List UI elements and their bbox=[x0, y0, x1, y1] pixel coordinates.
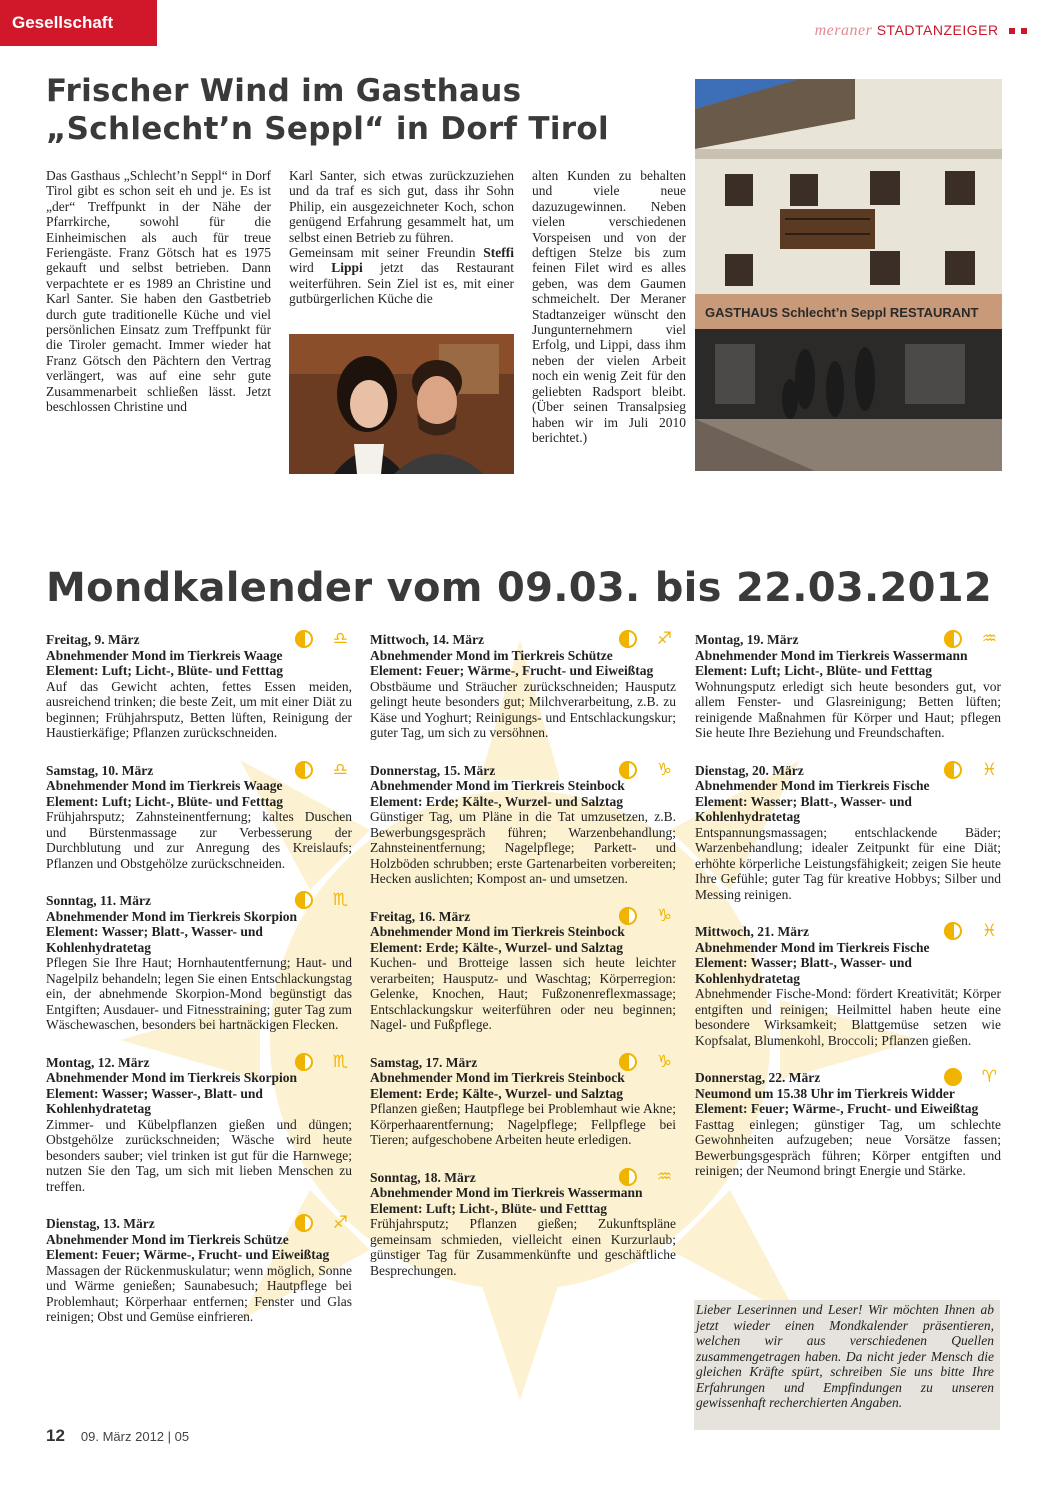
entry-date: Freitag, 16. März bbox=[370, 908, 471, 924]
entry-element: Element: Feuer; Wärme-, Frucht- und Eiweißtag bbox=[370, 663, 654, 678]
entry-icons bbox=[619, 761, 672, 779]
entry-text: Wohnungsputz erledigt sich heute besonders gut, vor allem Fenster- und Glasreinigung; Betten lüften; reinigende Maßnahmen für Körper und Haut; pflegen Sie heute Ihre Beziehung und Freundschaften. bbox=[695, 678, 1001, 740]
masthead-part1: meraner bbox=[814, 22, 873, 39]
entry-icons bbox=[944, 922, 997, 940]
moon-column-3 bbox=[695, 629, 1001, 1179]
zodiac-icon: ♐ bbox=[656, 629, 672, 649]
moon-entry bbox=[695, 1067, 1001, 1179]
article-text: Karl Santer, sich etwas zurückzuziehen und da traf es sich gut, dass ihr Sohn Philip, ein ausgezeichneter Koch, schon genügend Erfahrung gesammelt hat, um selbst einen Betrieb zu führen. bbox=[289, 168, 514, 245]
entry-icons bbox=[619, 1053, 672, 1071]
entry-element: Element: Erde; Kälte-, Wurzel- und Salztag bbox=[370, 939, 623, 955]
zodiac-icon: ♒ bbox=[981, 629, 997, 649]
moon-calendar-title: Mondkalender vom 09.03. bis 22.03.2012 bbox=[46, 565, 993, 611]
moon-phase-icon bbox=[944, 630, 962, 648]
page-footer bbox=[46, 1426, 189, 1446]
gasthaus-photo bbox=[695, 79, 1002, 471]
moon-entry bbox=[370, 1051, 676, 1148]
moon-phase-icon bbox=[619, 1053, 637, 1071]
entry-icons bbox=[944, 1068, 997, 1086]
moon-entry bbox=[370, 759, 676, 887]
entry-text: Abnehmender Fische-Mond: fördert Kreativität; Körper entgiften und reinigen; Heilmittel haben heute eine besondere Wirksamkeit; Blattgemüse setzen wie Kopfsalat, Blumenkohl, Broccoli; Pflanzen gießen. bbox=[695, 986, 1001, 1048]
article-text: Gemeinsam mit seiner Freundin Steffi wird Lippi jetzt das Restaurant weiterführen. Sein Ziel ist es, mit einer gutbürgerlichen Küche die bbox=[289, 245, 514, 307]
entry-date: Montag, 12. März bbox=[46, 1054, 150, 1070]
entry-moon-sign: Abnehmender Mond im Tierkreis Fische bbox=[695, 778, 930, 793]
name-steffi: Steffi bbox=[483, 245, 514, 261]
entry-element: Element: Luft; Licht-, Blüte- und Fetttag bbox=[695, 663, 932, 678]
entry-text: Zimmer- und Kübelpflanzen gießen und düngen; Obstgehölze zurückschneiden; Wäsche wird heute besonders sauber; viel trinken ist gut für die Harnwege; nutzen Sie den Tag, um sich mit lieben Menschen zu treffen. bbox=[46, 1116, 352, 1194]
entry-date: Freitag, 9. März bbox=[46, 632, 140, 647]
article-column-2 bbox=[289, 168, 514, 307]
masthead-square-icon bbox=[1021, 28, 1027, 34]
article-column-3 bbox=[532, 168, 686, 445]
entry-icons bbox=[295, 891, 348, 909]
entry-moon-sign: Abnehmender Mond im Tierkreis Skorpion bbox=[46, 908, 298, 924]
moon-phase-icon bbox=[295, 630, 313, 648]
reader-note: Lieber Leserinnen und Leser! Wir möchten Ihnen ab jetzt wieder einen Mondkalender präsentieren, welchen wir aus verschiedenen Quellen zusammengetragen haben. Da nicht jeder Mensch die gleichen Kräfte spürt, schreiben Sie uns bitte Ihre Erfahrungen und Empfindungen zu unseren gewissenhaft recherchierten Angaben. bbox=[694, 1300, 1000, 1430]
moon-phase-icon bbox=[295, 1214, 313, 1232]
entry-moon-sign: Abnehmender Mond im Tierkreis Schütze bbox=[370, 647, 613, 663]
zodiac-icon: ♑ bbox=[656, 905, 672, 926]
moon-phase-icon bbox=[619, 907, 637, 925]
entry-icons bbox=[944, 761, 997, 779]
entry-icons bbox=[295, 1053, 348, 1071]
zodiac-icon: ♏ bbox=[332, 890, 348, 910]
entry-moon-sign: Abnehmender Mond im Tierkreis Steinbock bbox=[370, 924, 625, 939]
moon-entry bbox=[46, 1213, 352, 1325]
entry-icons bbox=[295, 761, 348, 779]
entry-moon-sign: Neumond um 15.38 Uhr im Tierkreis Widder bbox=[695, 1085, 955, 1101]
entry-text: Pflegen Sie Ihre Haut; Hornhautentfernung; Haut- und Nagelpilz behandeln; legen Sie einen Entschlackungstag ein, der abnehmende Skorpion-Mond begünstigt das Entgiften; Ausdauer- und Fitnesstraining; guter Tag zum Wäschewaschen, besonders bei hartnäckigen Flecken. bbox=[46, 955, 352, 1032]
moon-phase-icon bbox=[619, 761, 637, 779]
couple-photo bbox=[289, 334, 514, 474]
entry-date: Donnerstag, 22. März bbox=[695, 1070, 821, 1085]
moon-phase-icon bbox=[619, 630, 637, 648]
entry-icons bbox=[619, 630, 672, 648]
entry-element: Element: Luft; Licht-, Blüte- und Fetttag bbox=[370, 1200, 607, 1216]
entry-date: Mittwoch, 14. März bbox=[370, 632, 484, 647]
entry-moon-sign: Abnehmender Mond im Tierkreis Waage bbox=[46, 778, 283, 793]
zodiac-icon: ♓ bbox=[981, 921, 997, 941]
entry-date: Dienstag, 20. März bbox=[695, 762, 804, 778]
moon-entry bbox=[46, 629, 352, 741]
entry-moon-sign: Abnehmender Mond im Tierkreis Schütze bbox=[46, 1231, 289, 1247]
entry-moon-sign: Abnehmender Mond im Tierkreis Wassermann bbox=[695, 647, 968, 663]
entry-date: Sonntag, 11. März bbox=[46, 893, 152, 908]
name-lippi: Lippi bbox=[331, 260, 363, 276]
entry-icons bbox=[619, 1168, 672, 1186]
entry-icons bbox=[944, 630, 997, 648]
zodiac-icon: ♓ bbox=[981, 759, 997, 780]
entry-text: Kuchen- und Brotteige lassen sich heute leichter verarbeiten; Hausputz- und Waschtag; Körperregion: Gelenke, Knochen, Haut; Fußzonenreflexmassage; Entschlackungskur weiterführen oder neu beginnen; Nagel- und Fußpflege. bbox=[370, 955, 676, 1032]
entry-date: Dienstag, 13. März bbox=[46, 1216, 155, 1231]
entry-text: Entspannungsmassagen; entschlackende Bäder; Warzenbehandlung; idealer Zeitpunkt für eine Diät; erhöhte körperliche Leistungsfähigkeit; zeigen Sie heute Ihre Gefühle; guter Tag für kreative Hobbys; Silber und Messing reinigen. bbox=[695, 824, 1001, 902]
masthead-logo bbox=[815, 22, 1027, 40]
masthead-square-icon bbox=[1009, 28, 1015, 34]
entry-date: Montag, 19. März bbox=[695, 632, 799, 647]
masthead-part2: STADTANZEIGER bbox=[876, 22, 999, 38]
entry-text: Auf das Gewicht achten, fettes Essen meiden, ausreichend trinken; die beste Zeit, um mit einer Diät zu beginnen; Frühjahrsputz, Betten lüften, Reinigung der Haustierkäfige; Pflanzen zurückschneiden. bbox=[46, 678, 352, 740]
moon-entry bbox=[370, 629, 676, 741]
moon-entry bbox=[695, 759, 1001, 903]
entry-moon-sign: Abnehmender Mond im Tierkreis Wassermann bbox=[370, 1185, 643, 1200]
entry-date: Mittwoch, 21. März bbox=[695, 924, 809, 939]
zodiac-icon: ♒ bbox=[656, 1166, 672, 1187]
entry-element: Element: Wasser; Wasser-, Blatt- und Kohlenhydratetag bbox=[46, 1085, 263, 1116]
entry-element: Element: Wasser; Blatt-, Wasser- und Kohlenhydratetag bbox=[46, 924, 263, 955]
moon-entry bbox=[46, 759, 352, 872]
entry-element: Element: Feuer; Wärme-, Frucht- und Eiweißtag bbox=[695, 1101, 979, 1116]
issue-info: 09. März 2012 | 05 bbox=[80, 1429, 190, 1444]
entry-moon-sign: Abnehmender Mond im Tierkreis Skorpion bbox=[46, 1070, 298, 1085]
section-tab: Gesellschaft bbox=[0, 0, 157, 46]
article-text: Das Gasthaus „Schlecht’n Seppl“ in Dorf Tirol gibt es schon seit eh und je. Es ist „der“ Treffpunkt in der Nähe der Pfarrkirche, sowohl für die Einheimischen als auch für treue Feriengäste. Franz Götsch hat es 1975 gekauft und selbst betrieben. Dann verpachtete er es 1989 an Christine und Karl Santer. Sie haben den Gastbetrieb durch gute traditionelle Küche und viel persönlichen Einsatz zum Treffpunkt für die Tiroler gemacht. Immer wieder hat Franz Götsch den Pächtern den Vertrag verlängert, was auf eine sehr gute Zusammenarbeit schließen lässt. Jetzt beschlossen Christine und bbox=[46, 168, 271, 415]
moon-entry bbox=[46, 890, 352, 1033]
entry-date: Samstag, 17. März bbox=[370, 1054, 478, 1070]
entry-date: Sonntag, 18. März bbox=[370, 1169, 476, 1185]
zodiac-icon: ♎ bbox=[332, 629, 348, 649]
moon-column-2 bbox=[370, 629, 676, 1278]
moon-phase-icon bbox=[295, 1053, 313, 1071]
entry-element: Element: Feuer; Wärme-, Frucht- und Eiweißtag bbox=[46, 1247, 330, 1262]
entry-element: Element: Luft; Licht-, Blüte- und Fetttag bbox=[46, 663, 283, 678]
page-number: 12 bbox=[46, 1426, 65, 1445]
moon-phase-icon bbox=[295, 891, 313, 909]
article-headline bbox=[46, 72, 666, 148]
entry-text: Fasttag einlegen; günstiger Tag, um schlechte Gewohnheiten aufzugeben; neue Vorsätze fassen; Bewerbungsgespräch führen; Körper entgiften und reinigen; der Neumond bringt Energie und Stärke. bbox=[695, 1116, 1001, 1178]
moon-entry bbox=[370, 1166, 676, 1279]
zodiac-icon: ♈ bbox=[981, 1067, 997, 1087]
entry-moon-sign: Abnehmender Mond im Tierkreis Fische bbox=[695, 939, 930, 955]
moon-entry bbox=[46, 1051, 352, 1195]
zodiac-icon: ♑ bbox=[656, 759, 672, 780]
entry-date: Donnerstag, 15. März bbox=[370, 762, 496, 778]
entry-date: Samstag, 10. März bbox=[46, 762, 154, 778]
entry-icons bbox=[295, 630, 348, 648]
moon-phase-icon bbox=[944, 1068, 962, 1086]
moon-phase-icon bbox=[944, 761, 962, 779]
article-text: alten Kunden zu behalten und viele neue dazuzugewinnen. Neben vielen verschiedenen Vorspeisen und von der deftigen Stelze bis zum feinen Filet wird es alles geben, was dem Gaumen schmeichelt. Der Meraner Stadtanzeiger wünscht den Jungunternehmern viel Erfolg, und Lippi, dass ihm neben der vielen Arbeit noch ein wenig Zeit für den geliebten Radsport bleibt. (Über seinen Transalpsieg haben wir im Juli 2010 berichtet.) bbox=[532, 168, 686, 445]
entry-element: Element: Wasser; Blatt-, Wasser- und Kohlenhydratetag bbox=[695, 793, 912, 824]
moon-entry bbox=[695, 629, 1001, 741]
zodiac-icon: ♎ bbox=[332, 759, 348, 780]
headline-line2: „Schlecht’n Seppl“ in Dorf Tirol bbox=[46, 111, 609, 147]
entry-moon-sign: Abnehmender Mond im Tierkreis Waage bbox=[46, 647, 283, 663]
zodiac-icon: ♑ bbox=[656, 1051, 672, 1072]
moon-phase-icon bbox=[619, 1168, 637, 1186]
zodiac-icon: ♐ bbox=[332, 1213, 348, 1233]
entry-text: Frühjahrsputz; Zahnsteinentfernung; kaltes Duschen und Bürstenmassage zur Verbesserung der Durchblutung und zur Anregung des Kreislaufs; Pflanzen und Obstgehölze zurückschneiden. bbox=[46, 809, 352, 871]
moon-phase-icon bbox=[944, 922, 962, 940]
entry-icons bbox=[295, 1214, 348, 1232]
entry-text: Pflanzen gießen; Hautpflege bei Problemhaut wie Akne; Körperhaarentfernung; Nagelpflege; Fellpflege bei Tieren; aufgeschobene Arbeiten heute erledigen. bbox=[370, 1101, 676, 1147]
entry-moon-sign: Abnehmender Mond im Tierkreis Steinbock bbox=[370, 1070, 625, 1085]
article-column-1 bbox=[46, 168, 271, 415]
headline-line1: Frischer Wind im Gasthaus bbox=[46, 73, 522, 109]
entry-element: Element: Erde; Kälte-, Wurzel- und Salztag bbox=[370, 793, 623, 809]
entry-text: Frühjahrsputz; Pflanzen gießen; Zukunftspläne gemeinsam schmieden, vielleicht einen Kurzurlaub; günstiger Tag für Zusammenkünfte und geschäftliche Besprechungen. bbox=[370, 1216, 676, 1278]
entry-text: Obstbäume und Sträucher zurückschneiden; Hausputz gelingt heute besonders gut; Milchverarbeitung, z.B. zu Käse und Yoghurt; Reinigungs- und Entschlackungskur; guter Tag, um sich zu versöhnen. bbox=[370, 678, 676, 740]
entry-element: Element: Wasser; Blatt-, Wasser- und Kohlenhydratetag bbox=[695, 955, 912, 986]
restaurant-sign: GASTHAUS Schlecht’n Seppl RESTAURANT bbox=[705, 305, 979, 320]
entry-moon-sign: Abnehmender Mond im Tierkreis Steinbock bbox=[370, 778, 625, 793]
entry-icons bbox=[619, 907, 672, 925]
entry-text: Günstiger Tag, um Pläne in die Tat umzusetzen, z.B. Bewerbungsgespräch führen; Warzenbehandlung; Zahnsteinentfernung; Nagelpflege; Parkett- und Holzböden schrubben; erste Gartenarbeiten vorbereiten; Hecken auslichten; Kompost an- und umsetzen. bbox=[370, 809, 676, 886]
moon-entry bbox=[370, 905, 676, 1033]
entry-text: Massagen der Rückenmuskulatur; wenn möglich, Sonne und Wärme genießen; Saunabesuch; Hautpflege bei Problemhaut; Körperhaar entfernen; Fenster und Glas reinigen; Obst und Gemüse einfrieren. bbox=[46, 1262, 352, 1324]
zodiac-icon: ♏ bbox=[332, 1051, 348, 1072]
moon-column-1 bbox=[46, 629, 352, 1325]
entry-element: Element: Luft; Licht-, Blüte- und Fetttag bbox=[46, 793, 283, 809]
entry-element: Element: Erde; Kälte-, Wurzel- und Salztag bbox=[370, 1085, 623, 1101]
moon-phase-icon bbox=[295, 761, 313, 779]
moon-entry bbox=[695, 921, 1001, 1048]
